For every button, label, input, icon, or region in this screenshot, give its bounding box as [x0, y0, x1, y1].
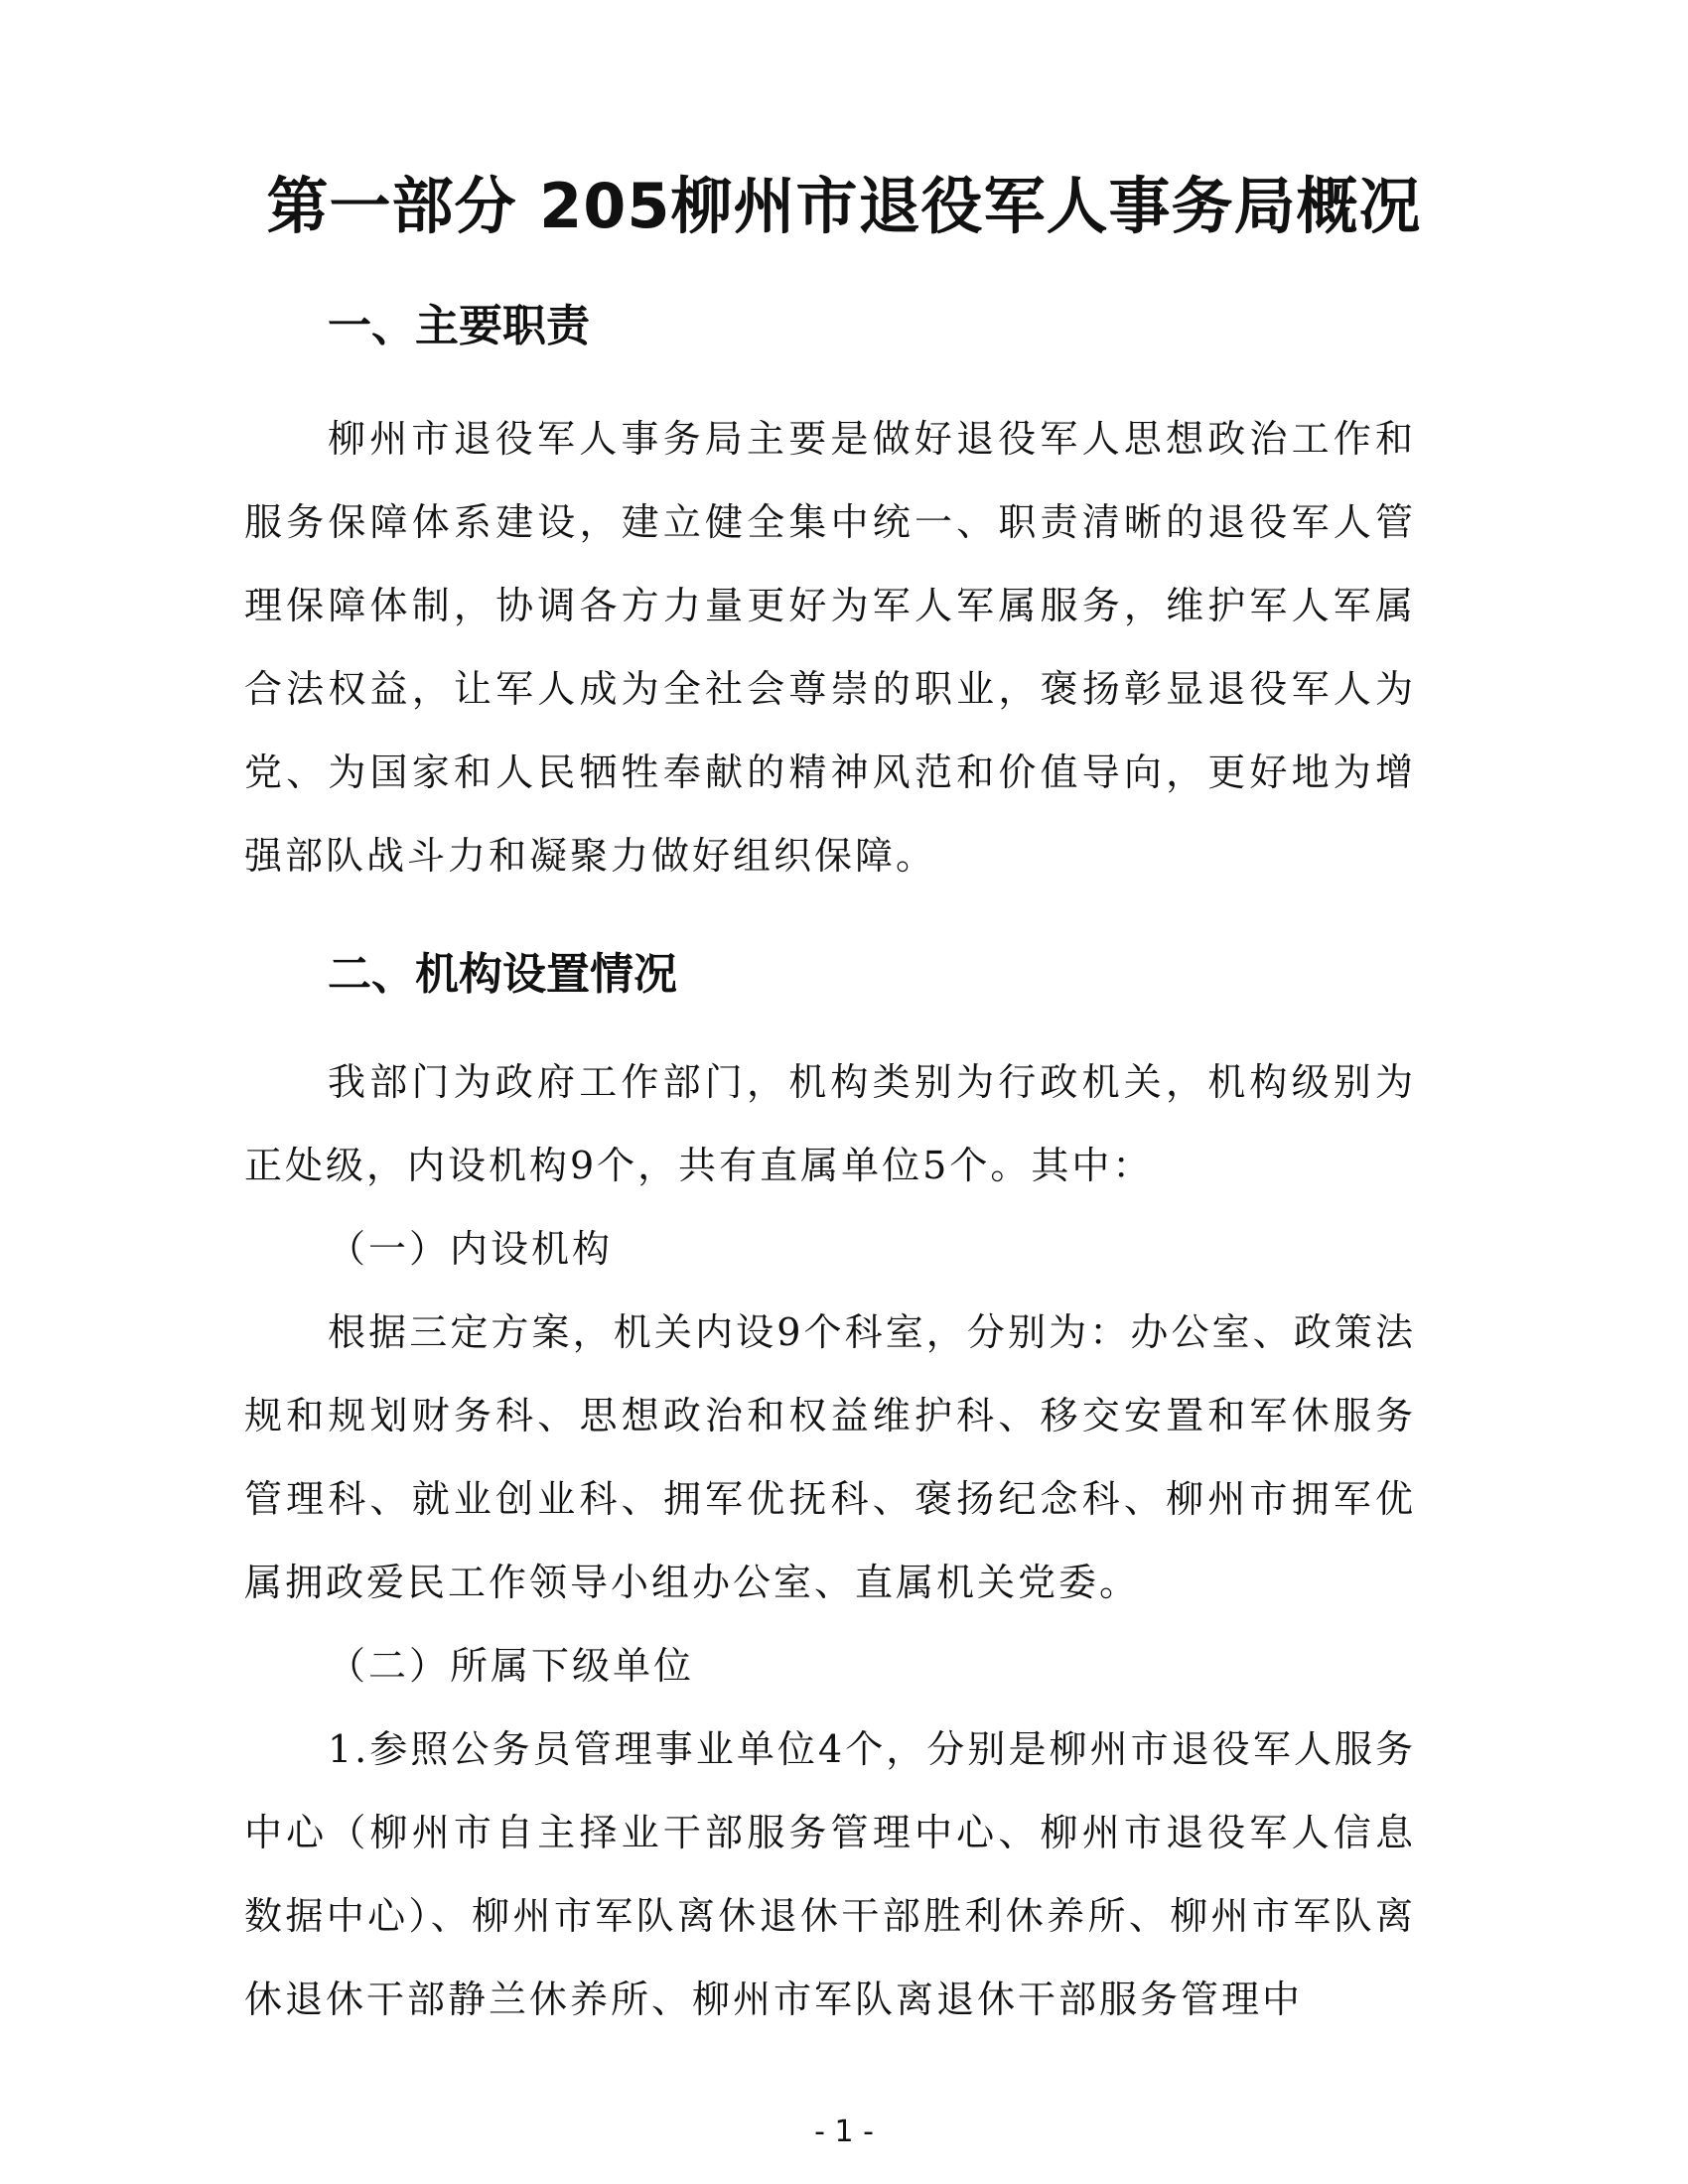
subordinate-units-paragraph: 1.参照公务员管理事业单位4个，分别是柳州市退役军人服务中心（柳州市自主择业干部服务管理中心、柳州市退役军人信息数据中心）、柳州市军队离休退休干部胜利休养所、柳州市军队离休退休干部静兰休养所、柳州市军队离退休干部服务管理中: [244, 1727, 1416, 2021]
subsection-heading-internal: （一）内设机构: [328, 1227, 614, 1271]
subsection-heading-subordinate: （二）所属下级单位: [328, 1644, 695, 1688]
section-heading-organization: 二、机构设置情况: [328, 949, 677, 1000]
section-heading-duties: 一、主要职责: [328, 301, 590, 351]
organization-paragraph: 我部门为政府工作部门，机构类别为行政机关，机构级别为正处级，内设机构9个，共有直属单位5个。其中：: [244, 1060, 1416, 1187]
duties-paragraph: 柳州市退役军人事务局主要是做好退役军人思想政治工作和服务保障体系建设，建立健全集中统一、职责清晰的退役军人管理保障体制，协调各方力量更好为军人军属服务，维护军人军属合法权益，让军人成为全社会尊崇的职业，褒扬彰显退役军人为党、为国家和人民牺牲奉献的精神风范和价值导向，更好地为增强部队战斗力和凝聚力做好组织保障。: [244, 417, 1416, 878]
internal-organization-paragraph: 根据三定方案，机关内设9个科室，分别为：办公室、政策法规和规划财务科、思想政治和权益维护科、移交安置和军休服务管理科、就业创业科、拥军优抚科、褒扬纪念科、柳州市拥军优属拥政爱民工作领导小组办公室、直属机关党委。: [244, 1310, 1416, 1604]
page-title: 第一部分 205柳州市退役军人事务局概况: [266, 170, 1422, 242]
page-number: - 1 -: [814, 2115, 874, 2149]
